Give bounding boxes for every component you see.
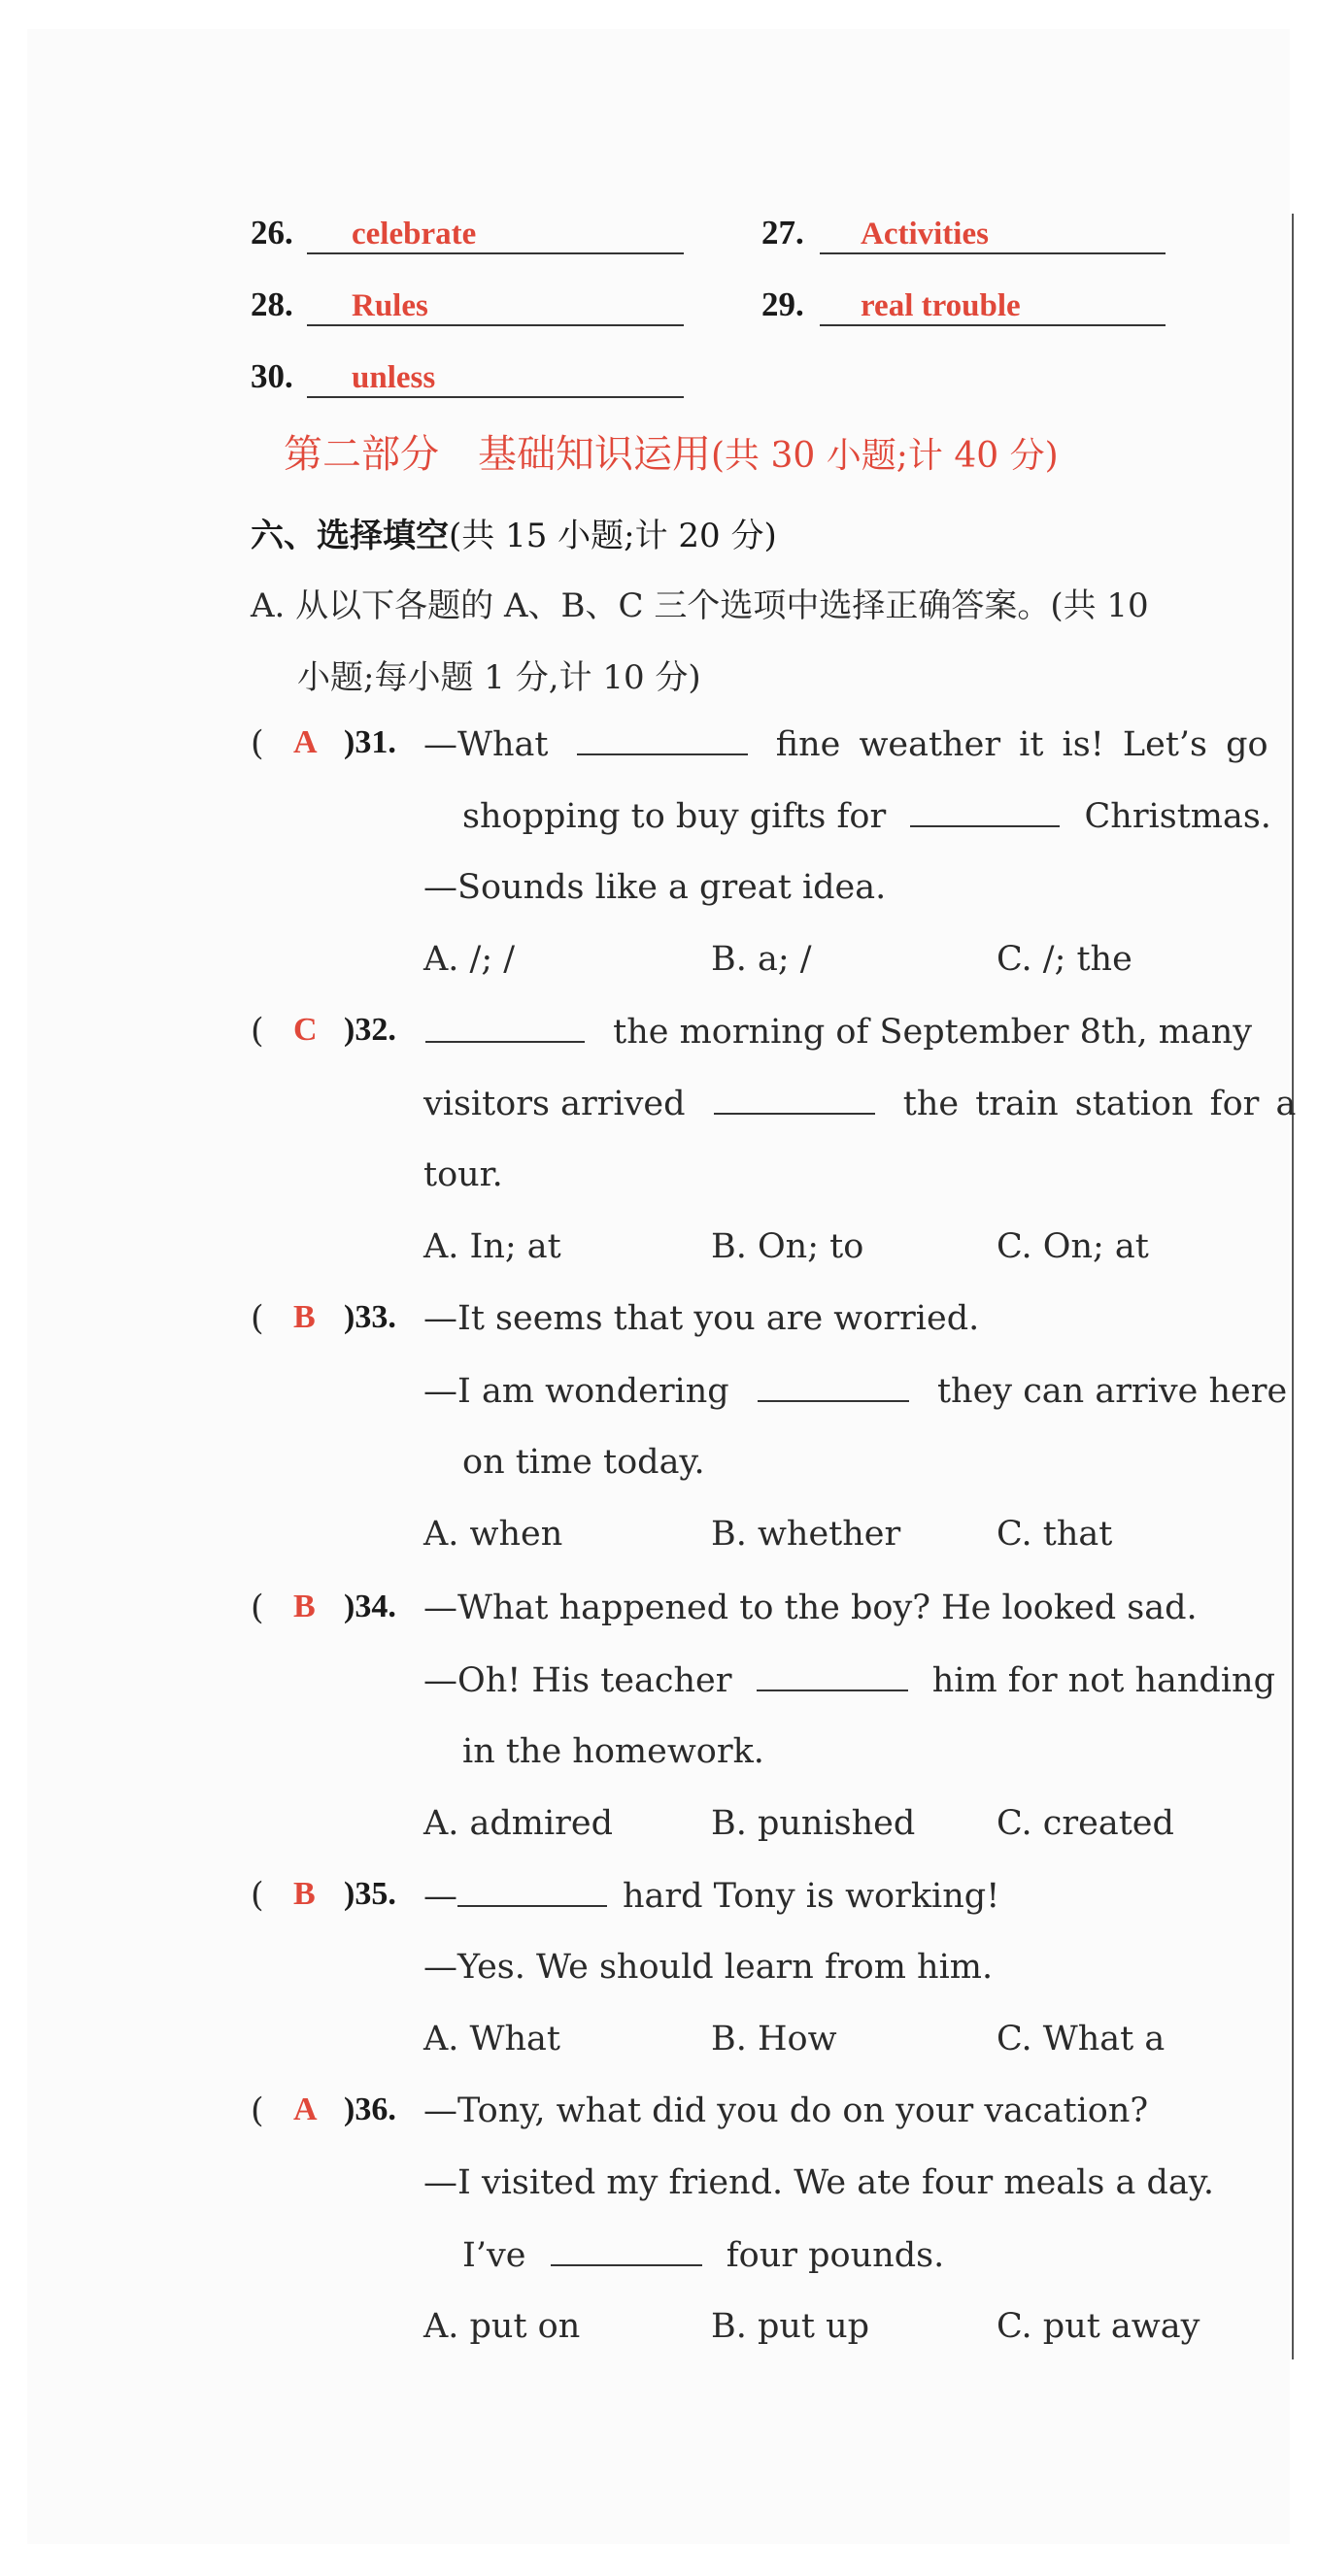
fill-number: 26. xyxy=(251,214,293,251)
q31-text-b: fine weather it is! Let’s go xyxy=(775,725,1268,764)
option-b: B. punished xyxy=(711,1804,916,1843)
answer-blank xyxy=(757,1660,908,1691)
question-number: )33. xyxy=(344,1299,396,1335)
answer-letter: C xyxy=(293,1012,318,1048)
q36-line-3 xyxy=(462,2235,944,2275)
q34-text-b: him for not handing xyxy=(931,1661,1275,1700)
answer-blank xyxy=(551,2235,702,2266)
question-number: )34. xyxy=(344,1589,396,1624)
option-a: A. In; at xyxy=(423,1227,561,1266)
q35-text-b: hard Tony is working! xyxy=(623,1877,1000,1916)
question-number: )32. xyxy=(344,1012,396,1048)
answer-blank xyxy=(910,796,1060,827)
fill-item-28 xyxy=(251,272,688,330)
paren-open: ( xyxy=(251,724,264,763)
option-a: A. What xyxy=(423,2020,560,2058)
option-c: C. What a xyxy=(997,2020,1166,2058)
fill-answer: Activities xyxy=(861,217,989,251)
q34-line-2 xyxy=(423,1660,1275,1700)
fill-answer: celebrate xyxy=(352,217,477,251)
answer-blank xyxy=(758,1371,909,1402)
option-b: B. whether xyxy=(711,1515,901,1554)
instruction-line-1: A. 从以下各题的 A、B、C 三个选项中选择正确答案。(共 10 xyxy=(251,586,1149,625)
option-b: B. On; to xyxy=(711,1227,864,1266)
page-edge-line xyxy=(1292,214,1294,2359)
option-a: A. /; / xyxy=(423,940,516,979)
q35-line-2: —Yes. We should learn from him. xyxy=(423,1948,994,1987)
q32-text-c: the train station for a xyxy=(902,1085,1297,1123)
paren-open: ( xyxy=(251,1876,264,1915)
q33-line-3: on time today. xyxy=(462,1443,705,1482)
answer-blank xyxy=(577,724,748,755)
q31-text-d: Christmas. xyxy=(1084,797,1271,836)
answer-blank xyxy=(457,1876,607,1907)
q36-line-2: —I visited my friend. We ate four meals a day. xyxy=(423,2163,1214,2202)
option-b: B. put up xyxy=(711,2307,870,2346)
instruction-line-2: 小题;每小题 1 分,计 10 分) xyxy=(297,658,701,697)
fill-number: 30. xyxy=(251,357,293,395)
option-c: C. that xyxy=(997,1515,1113,1554)
answer-letter: A xyxy=(293,724,318,760)
fill-answer: Rules xyxy=(352,288,428,323)
option-c: C. /; the xyxy=(997,940,1132,979)
q31-line-2 xyxy=(462,796,1271,836)
q33-text-b: they can arrive here xyxy=(936,1372,1288,1411)
q32-text-b: visitors arrived xyxy=(423,1085,686,1123)
q35-text-a: — xyxy=(423,1877,457,1916)
part-title-main: 第二部分 基础知识运用 xyxy=(284,432,711,477)
answer-letter: A xyxy=(293,2091,318,2127)
answer-blank xyxy=(425,1012,585,1043)
q31-text-c: shopping to buy gifts for xyxy=(462,797,887,836)
answer-blank xyxy=(714,1084,875,1115)
question-number: )36. xyxy=(344,2091,396,2127)
q34-line-3: in the homework. xyxy=(462,1732,764,1771)
section-heading xyxy=(251,509,777,556)
option-c: C. On; at xyxy=(997,1227,1149,1266)
part-title-sub: (共 30 小题;计 40 分) xyxy=(711,436,1059,476)
fill-item-30 xyxy=(251,344,688,402)
q33-line-2 xyxy=(423,1371,1287,1411)
q32-line-2 xyxy=(423,1084,1296,1123)
answer-letter: B xyxy=(293,1299,316,1335)
answer-letter: B xyxy=(293,1589,316,1624)
section-heading-sub: (共 15 小题;计 20 分) xyxy=(449,517,777,555)
q36-text-a: I’ve xyxy=(462,2236,526,2275)
part-title xyxy=(284,423,1059,479)
option-a: A. when xyxy=(423,1515,563,1554)
option-b: B. a; / xyxy=(711,940,812,979)
answer-letter: B xyxy=(293,1876,316,1912)
q34-line-1: —What happened to the boy? He looked sad. xyxy=(423,1589,1198,1627)
option-c: C. created xyxy=(997,1804,1174,1843)
q33-text-a: —I am wondering xyxy=(423,1372,729,1411)
question-number: )31. xyxy=(344,724,396,760)
q31-line-3: —Sounds like a great idea. xyxy=(423,868,887,907)
option-a: A. put on xyxy=(423,2307,581,2346)
paren-open: ( xyxy=(251,1299,264,1338)
fill-item-26 xyxy=(251,200,688,258)
option-a: A. admired xyxy=(423,1804,614,1843)
fill-number: 27. xyxy=(761,214,804,251)
section-heading-main: 六、选择填空 xyxy=(251,517,449,555)
q32-text-a: the morning of September 8th, many xyxy=(613,1013,1253,1052)
paren-open: ( xyxy=(251,1589,264,1627)
q31-line-1 xyxy=(423,724,1268,764)
q35-line-1 xyxy=(423,1876,999,1916)
q36-line-1: —Tony, what did you do on your vacation? xyxy=(423,2091,1149,2130)
question-number: )35. xyxy=(344,1876,396,1912)
fill-number: 28. xyxy=(251,285,293,323)
fill-item-29 xyxy=(761,272,1169,330)
q32-line-3: tour. xyxy=(423,1155,503,1194)
fill-number: 29. xyxy=(761,285,804,323)
q34-text-a: —Oh! His teacher xyxy=(423,1661,732,1700)
option-c: C. put away xyxy=(997,2307,1200,2346)
q31-text-a: —What xyxy=(423,725,549,764)
fill-item-27 xyxy=(761,200,1169,258)
q33-line-1: —It seems that you are worried. xyxy=(423,1299,980,1338)
paren-open: ( xyxy=(251,2091,264,2130)
paren-open: ( xyxy=(251,1012,264,1051)
fill-answer: unless xyxy=(352,360,436,395)
q32-line-1 xyxy=(425,1012,1252,1052)
fill-answer: real trouble xyxy=(861,288,1021,323)
option-b: B. How xyxy=(711,2020,837,2058)
q36-text-b: four pounds. xyxy=(726,2236,945,2275)
